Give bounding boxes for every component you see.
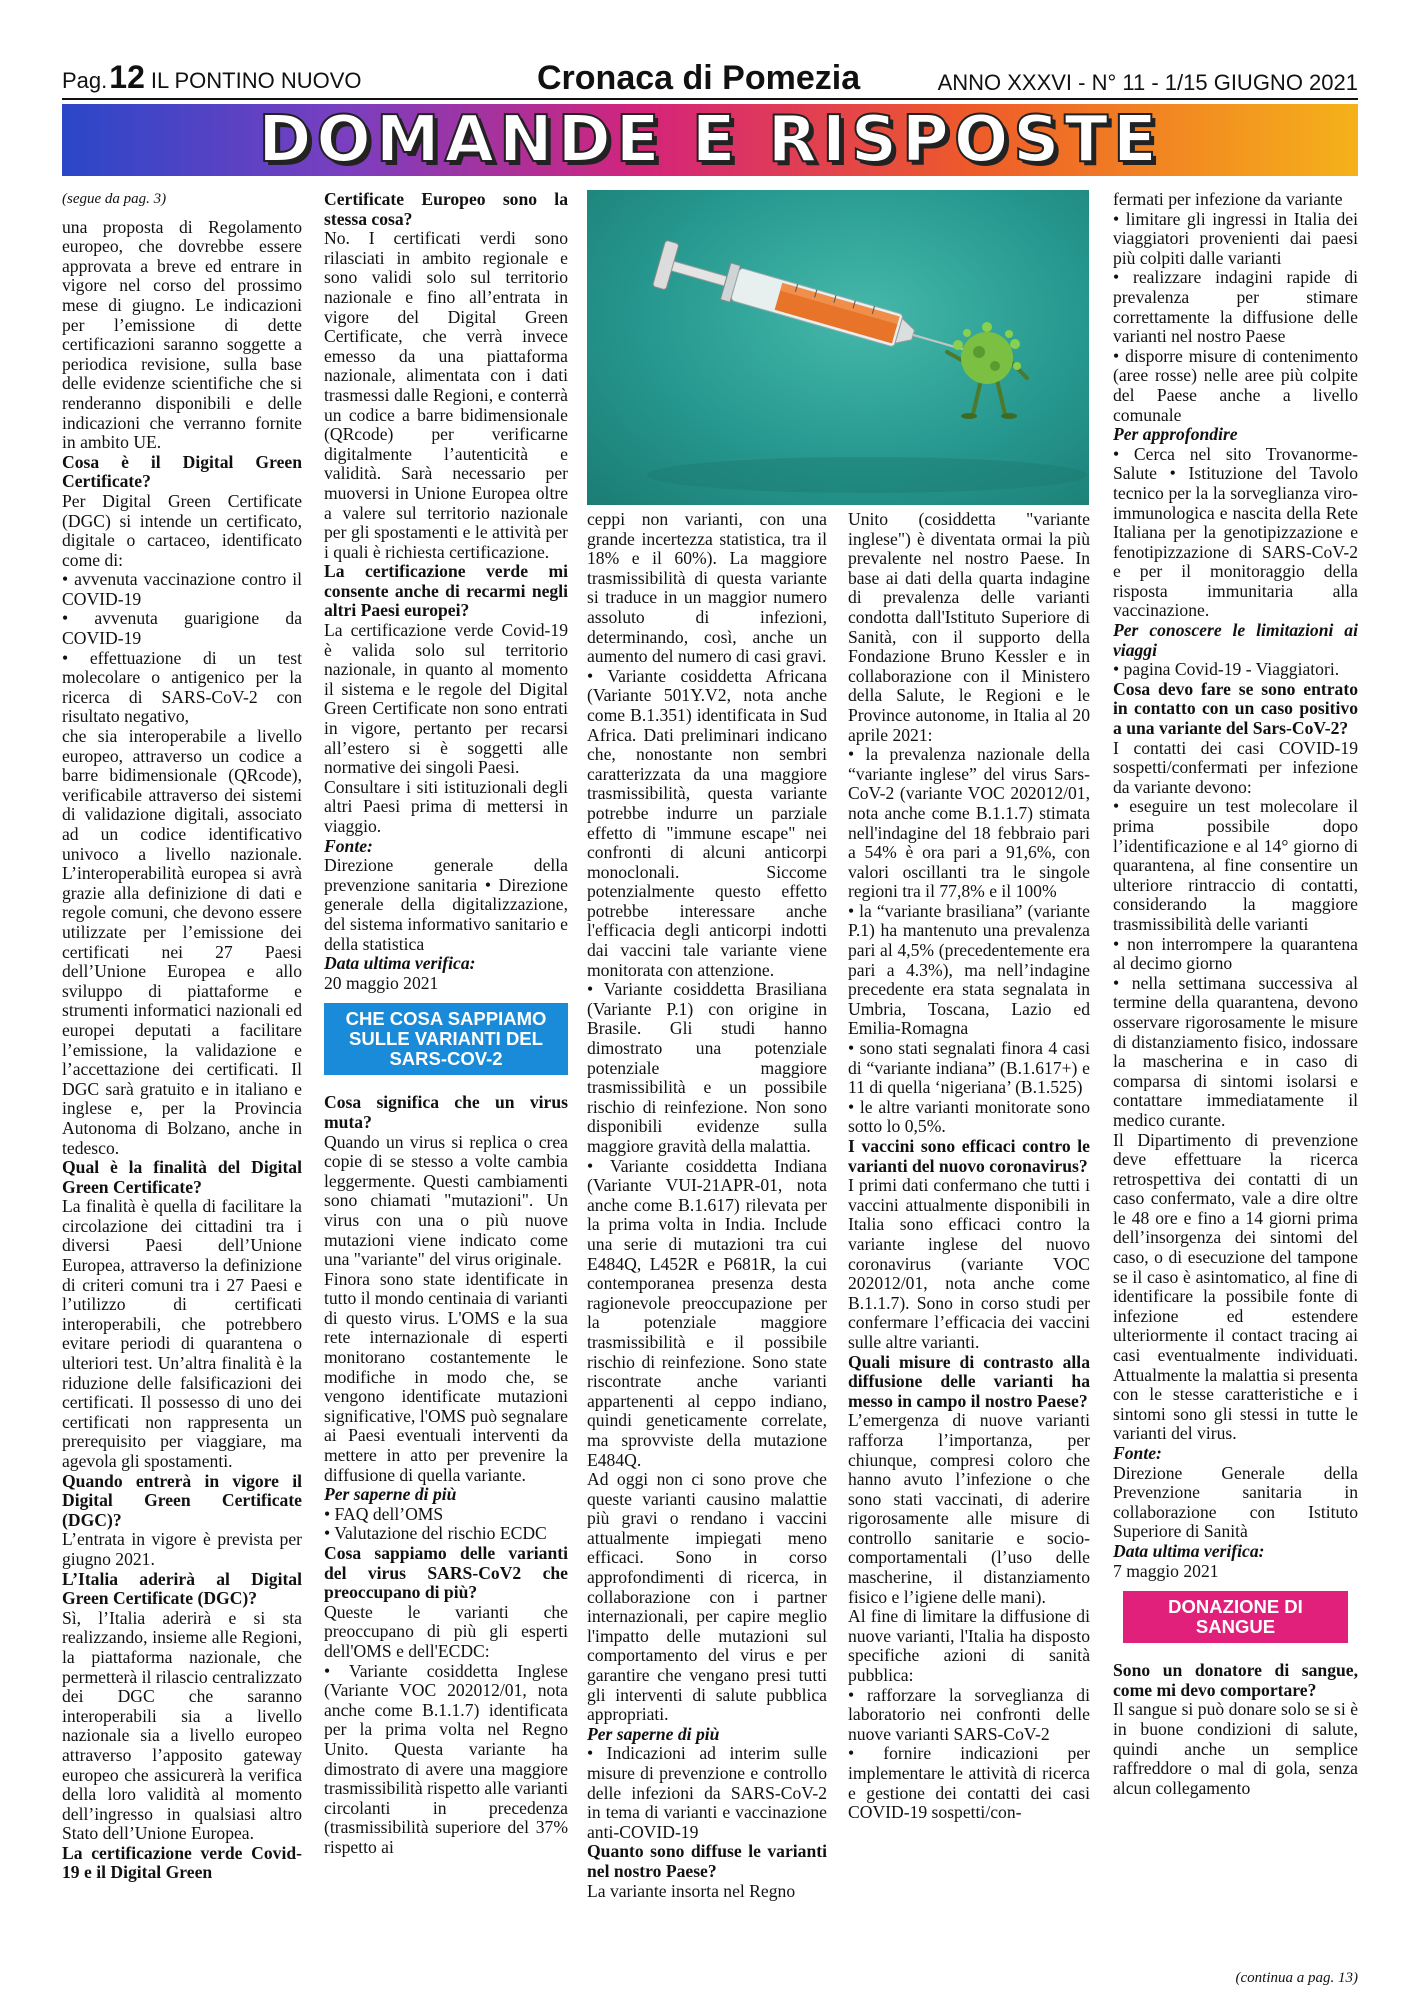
bullet: • effettuazione di un test molecolare o antigenico per la ricerca di SARS-CoV-2 con risultato negativo, bbox=[62, 647, 302, 727]
bullet: • rafforzare la sorveglianza di laboratorio nei confronti delle nuove varianti SARS-CoV-2 bbox=[848, 1684, 1090, 1744]
more-info-label: Per saperne di più bbox=[324, 1484, 457, 1505]
source-text: Direzione generale della prevenzione sanitaria • Direzione generale della digitalizzazione, del sistema informativo sanitario e della statistica bbox=[324, 855, 568, 954]
segue-note: (segue da pag. 3) bbox=[62, 191, 167, 207]
section-box-donazione: DONAZIONE DI SANGUE bbox=[1123, 1591, 1348, 1643]
bullet: • realizzare indagini rapide di prevalenza per stimare correttamente la diffusione delle varianti nel nostro Paese bbox=[1113, 267, 1358, 347]
bullet: • Indicazioni ad interim sulle misure di prevenzione e controllo delle infezioni da SARS-CoV-2 in tema di varianti e vaccinazione anti-COVID-19 bbox=[587, 1743, 827, 1842]
paragraph: fermati per infezione da variante bbox=[1113, 189, 1343, 209]
syringe-virus-illustration bbox=[587, 190, 1089, 505]
verification-date: 20 maggio 2021 bbox=[324, 972, 439, 993]
column-3 bbox=[587, 510, 827, 1901]
bullet: • Variante cosiddetta Indiana (Variante VUI-21APR-01, nota anche come B.1.617) rilevata per la prima volta in India. Include una serie di mutazioni tra cui E484Q, L452R e P681R, la cui contemporanea presenza desta ragionevole preoccupazione per la potenziale maggiore trasmissibilità e il possibile rischio di reinfezione. Sono state riscontrate anche varianti appartenenti al ceppo indiano, quindi geneticamente correlate, ma sprovviste della mutazione E484Q. bbox=[587, 1155, 827, 1470]
newspaper-name: IL PONTINO NUOVO bbox=[150, 68, 362, 93]
bullet: • eseguire un test molecolare il prima possibile dopo l’identificazione e al 14° giorno di quarantena, al fine consentire un ulteriore rintraccio di contatti, considerando la maggiore trasmissibilità delle varianti bbox=[1113, 796, 1358, 934]
paragraph: La certificazione verde Covid-19 è valida solo sul territorio nazionale, in quanto al momento il sistema e le regole del Digital Green Certificate non sono entrati in vigore, pertanto per recarsi all’estero si è soggetti alle normative dei singoli Paesi. bbox=[324, 620, 568, 778]
question: Certificate Europeo sono la stessa cosa? bbox=[324, 189, 568, 229]
source-text: Direzione Generale della Prevenzione sanitaria in collaborazione con Istituto Superiore di Sanità bbox=[1113, 1462, 1358, 1542]
question: Quando entrerà in vigore il Digital Green Certificate (DGC)? bbox=[62, 1470, 302, 1530]
verification-label: Data ultima verifica: bbox=[324, 953, 476, 974]
verification-date: 7 maggio 2021 bbox=[1113, 1560, 1219, 1581]
bullet: • Variante cosiddetta Inglese (Variante VOC 202012/01, nota anche come B.1.1.7) identificata per la prima volta nel Regno Unito. Questa variante ha dimostrato di avere una maggiore trasmissibilità rispetto alle varianti circolanti in precedenza (trasmissibilità superiore del 37% rispetto ai bbox=[324, 1660, 568, 1857]
question: Cosa sappiamo delle varianti del virus SARS-CoV2 che preoccupano di più? bbox=[324, 1543, 568, 1603]
paragraph: La variante insorta nel Regno bbox=[587, 1880, 796, 1901]
bullet: • la “variante brasiliana” (variante P.1) ha mantenuto una prevalenza pari al 4,5% (precedentemente era pari a 4.3%), ma nell’indagine precedente era stata segnalata in Umbria, Toscana, Lazio ed Emilia-Romagna bbox=[848, 900, 1090, 1039]
paragraph: I contatti dei casi COVID-19 sospetti/confermati per infezione da variante devono: bbox=[1113, 737, 1358, 797]
question: Sono un donatore di sangue, come mi devo comportare? bbox=[1113, 1660, 1358, 1700]
question: Qual è la finalità del Digital Green Certificate? bbox=[62, 1157, 302, 1197]
source-label: Fonte: bbox=[324, 835, 373, 856]
column-4 bbox=[848, 510, 1090, 1823]
bullet: • disporre misure di contenimento (aree rosse) nelle aree più colpite del Paese anche a livello comunale bbox=[1113, 345, 1358, 425]
question: La certificazione verde mi consente anche di recarmi negli altri Paesi europei? bbox=[324, 561, 568, 621]
paragraph: I primi dati confermano che tutti i vaccini attualmente disponibili in Italia sono efficaci contro la variante inglese del nuovo coronavirus (variante VOC 202012/01, nota anche come B.1.1.7). Sono in corso studi per confermare l’efficacia dei vaccini sulle altre varianti. bbox=[848, 1175, 1090, 1352]
question: L’Italia aderirà al Digital Green Certificate (DGC)? bbox=[62, 1568, 302, 1609]
bullet: • FAQ dell’OMS bbox=[324, 1503, 444, 1524]
page-number: 12 bbox=[109, 59, 145, 95]
paragraph: Consultare i siti istituzionali degli altri Paesi prima di mettersi in viaggio. bbox=[324, 776, 568, 836]
bullet: • limitare gli ingressi in Italia dei viaggiatori provenienti dai paesi più colpiti dalle varianti bbox=[1113, 208, 1358, 268]
paragraph: ceppi non varianti, con una grande incertezza statistica, tra il 18% e il 60%). La maggiore trasmissibilità di questa variante si traduce in un maggior numero assoluto di infezioni, determinando, così, anche un aumento del numero di casi gravi. bbox=[587, 509, 827, 667]
source-label: Fonte: bbox=[1113, 1443, 1162, 1463]
more-info-label: Per saperne di più bbox=[587, 1723, 720, 1744]
bullet: • sono stati segnalati finora 4 casi di “variante indiana” (B.1.617+) e 11 di quella ‘nigeriana’ (B.1.525) bbox=[848, 1038, 1090, 1098]
paragraph: Ad oggi non ci sono prove che queste varianti causino malattie più gravi o rendano i vaccini attualmente impiegati meno efficaci. Sono in corso approfondimenti di ricerca, in collaborazione con i partner internazionali, per capire meglio l'impatto delle mutazioni sul comportamento del virus e per garantire che vengano presi tutti gli interventi di salute pubblica appropriati. bbox=[587, 1469, 827, 1725]
bullet: • Variante cosiddetta Africana (Variante 501Y.V2, nota anche come B.1.351) identificata in Sud Africa. Dati preliminari indicano che, nonostante non sembri caratterizzata da una maggiore trasmissibilità, questa variante potrebbe indurre un parziale effetto di "immune escape" nei confronti di alcuni anticorpi monoclonali. Siccome potenzialmente questo effetto potrebbe interessare anche l'efficacia degli anticorpi indotti dai vaccini tale variante viene monitorata con attenzione. bbox=[587, 665, 827, 980]
bullet: • la prevalenza nazionale della “variante inglese” del virus Sars-CoV-2 (variante VOC 202012/01, nota anche come B.1.1.7) stimata nell'indagine del 18 febbraio pari a 54% è ora pari a 91,6%, con valori oscillanti tra le singole regioni tra il 77,8% e il 100% bbox=[848, 744, 1090, 902]
verification-label: Data ultima verifica: bbox=[1113, 1540, 1265, 1561]
paragraph: Sì, l’Italia aderirà e si sta realizzando, insieme alle Regioni, la piattaforma nazionale, che permetterà il rilascio centralizzato dei DGC che saranno interoperabili sia a livello nazionale sia a livello europeo attraverso l’apposito gateway europeo che assicurerà la verifica della loro validità al momento dell’ingresso in qualsiasi altro Stato dell’Unione Europea. bbox=[62, 1607, 302, 1844]
banner-title: DOMANDE E RISPOSTE bbox=[258, 103, 1162, 177]
question: Cosa devo fare se sono entrato in contatto con un caso positivo a una variante del Sars-CoV-2? bbox=[1113, 678, 1358, 739]
pag-label: Pag. bbox=[62, 68, 108, 93]
bullet: • nella settimana successiva al termine della quarantena, devono osservare rigorosamente le misure di distanziamento fisico, indossare la mascherina e in caso di comparsa di sintomi isolarsi e contattare immediatamente il medico curante. bbox=[1113, 972, 1358, 1130]
column-2 bbox=[324, 190, 568, 1858]
section-box-varianti: CHE COSA SAPPIAMO SULLE VARIANTI DEL SARS-COV-2 bbox=[324, 1003, 568, 1075]
paragraph: Il Dipartimento di prevenzione deve effettuare la ricerca retrospettiva dei contatti di un caso confermato, vale a dire oltre le 48 ore e fino a 14 giorni prima dell’insorgenza dei sintomi del caso, o di esecuzione del tampone se il caso è asintomatico, al fine di identificare la possibile fonte di infezione ed estendere ulteriormente il contact tracing ai casi eventualmente individuati. Attualmente la malattia si presenta con le stesse caratteristiche e i sintomi sono gli stessi in tutte le varianti del virus. bbox=[1113, 1129, 1358, 1444]
bullet: • fornire indicazioni per implementare le attività di ricerca e gestione dei contatti dei casi COVID-19 sospetti/con- bbox=[848, 1743, 1090, 1823]
bullet: • Variante cosiddetta Brasiliana (Variante P.1) con origine in Brasile. Gli studi hanno dimostrato una potenziale potenziale maggiore trasmissibilità e un possibile rischio di reinfezione. Non sono disponibili evidenze sulla maggiore gravità della malattia. bbox=[587, 979, 827, 1156]
paragraph: Finora sono state identificate in tutto il mondo centinaia di varianti di questo virus. L'OMS e la sua rete internazionale di esperti monitorano costantemente le modifiche in modo che, se vengono identificate mutazioni significative, l'OMS può segnalare ai Paesi eventuali interventi da mettere in atto per prevenire la diffusione di quella variante. bbox=[324, 1268, 568, 1485]
more-info-label: Per approfondire bbox=[1113, 424, 1238, 445]
question: Cosa è il Digital Green Certificate? bbox=[62, 451, 302, 492]
question: La certificazione verde Covid-19 e il Digital Green bbox=[62, 1842, 302, 1883]
paragraph: La finalità è quella di facilitare la circolazione dei cittadini tra i diversi Paesi dell’Unione Europea, attraverso la definizione di criteri comuni tra i 27 Paesi e l’utilizzo di certificati interoperabili, che potrebbero evitare periodi di quarantena o ulteriori test. Un’altra finalità è la riduzione delle falsificazioni dei certificati. Il possesso di uno dei certificati non rappresenta un prerequisito per viaggiare, ma agevola gli spostamenti. bbox=[62, 1196, 302, 1471]
paragraph: Il sangue si può donare solo se si è in buone condizioni di salute, quindi anche un semplice raffreddore o mal di gola, senza alcun collegamento bbox=[1113, 1699, 1358, 1798]
bullet: • Cerca nel sito Trovanorme-Salute • Istituzione del Tavolo tecnico per la la sorveglianza viro-immunologica e nascita della Rete Italiana per la genotipizzazione e fenotipizzazione di SARS-CoV-2 e per il monitoraggio della risposta immunitaria alla vaccinazione. bbox=[1113, 443, 1358, 621]
question: Cosa significa che un virus muta? bbox=[324, 1092, 568, 1132]
paragraph: che sia interoperabile a livello europeo, attraverso un codice a barre bidimensionale (QRcode), verificabile attraverso dei sistemi di validazione digitali, associato ad un codice identificativo univoco a livello nazionale. L’interoperabilità europea si avrà grazie alla definizione di dati e regole comuni, che devono essere utilizzate per l’emissione dei certificati nei 27 Paesi dell’Unione Europea e allo sviluppo di piattaforme e strumenti informatici nazionali ed europei deputati a facilitare l’emissione, la validazione e l’accettazione dei certificati. Il DGC sarà gratuito e in italiano e inglese e, per la Provincia Autonoma di Bolzano, anche in tedesco. bbox=[62, 726, 302, 1158]
issue-info: ANNO XXXVI - N° 11 - 1/15 GIUGNO 2021 bbox=[937, 70, 1358, 95]
page-header bbox=[62, 59, 1358, 100]
question: Quali misure di contrasto alla diffusione delle varianti ha messo in campo il nostro Paese? bbox=[848, 1351, 1090, 1411]
paragraph: No. I certificati verdi sono rilasciati in ambito regionale e sono validi solo sul territorio nazionale e fino all’entrata in vigore del Digital Green Certificate, che verrà invece emesso da una piattaforma nazionale, alimentata con i dati trasmessi dalle Regioni, e conterrà un codice a barre bidimensionale (QRcode) per verificarne digitalmente l’autenticità e validità. Sarà necessario per muoversi in Unione Europea oltre a valere sul territorio nazionale per gli spostamenti e le attività per i quali è richiesta certificazione. bbox=[324, 228, 568, 562]
page-label bbox=[62, 59, 362, 96]
travel-limits-label: Per conoscere le limitazioni ai viaggi bbox=[1113, 620, 1358, 660]
paragraph: Al fine di limitare la diffusione di nuove varianti, l'Italia ha disposto specifiche azioni di sanità pubblica: bbox=[848, 1606, 1090, 1686]
paragraph: Unito (cosiddetta "variante inglese") è diventata ormai la più prevalente nel nostro Paese. In base ai dati della quarta indagine di prevalenza delle varianti condotta dall'Istituto Superiore di Sanità, con il supporto della Fondazione Bruno Kessler e in collaborazione con il Ministero della Salute, le Regioni e le Province autonome, in Italia al 20 aprile 2021: bbox=[848, 509, 1090, 745]
vaccine-syringe-photo bbox=[587, 190, 1089, 505]
question: I vaccini sono efficaci contro le varianti del nuovo coronavirus? bbox=[848, 1136, 1090, 1176]
paragraph: Queste le varianti che preoccupano di più gli esperti dell'OMS e dell'ECDC: bbox=[324, 1601, 568, 1661]
bullet: • le altre varianti monitorate sono sotto lo 0,5%. bbox=[848, 1096, 1090, 1137]
paragraph: Quando un virus si replica o crea copie di se stesso a volte cambia leggermente. Questi cambiamenti sono chiamati "mutazioni". Un virus con una o più nuove mutazioni viene indicato come una "variante" del virus originale. bbox=[324, 1131, 568, 1270]
bullet: • Valutazione del rischio ECDC bbox=[324, 1523, 547, 1544]
bullet: • avvenuta vaccinazione contro il COVID-19 bbox=[62, 569, 302, 609]
paragraph: Per Digital Green Certificate (DGC) si intende un certificato, digitale o cartaceo, identificato come di: bbox=[62, 490, 302, 570]
question: Quanto sono diffuse le varianti nel nostro Paese? bbox=[587, 1841, 827, 1881]
bullet: • non interrompere la quarantena al decimo giorno bbox=[1113, 933, 1358, 974]
column-5 bbox=[1113, 190, 1358, 1798]
bullet: • avvenuta guarigione da COVID-19 bbox=[62, 608, 302, 649]
banner bbox=[62, 104, 1358, 176]
section-title: Cronaca di Pomezia bbox=[537, 59, 861, 97]
column-1 bbox=[62, 190, 302, 1883]
paragraph: L’entrata in vigore è prevista per giugno 2021. bbox=[62, 1529, 302, 1569]
paragraph: una proposta di Regolamento europeo, che dovrebbe essere approvata a breve ed entrare in vigore nel corso del prossimo mese di giugno. Le indicazioni per l’emissione di dette certificazioni saranno soggette a periodica revisione, sulla base delle evidenze scientifiche che si renderanno disponibili e delle indicazioni che verranno fornite in ambito UE. bbox=[62, 216, 302, 453]
paragraph: L’emergenza di nuove varianti rafforza l’importanza, per chiunque, compresi coloro che hanno avuto l’infezione o che sono stati vaccinati, di aderire rigorosamente alle misure di controllo sanitarie e socio-comportamentali (l’uso delle mascherine, il distanziamento fisico e l’igiene delle mani). bbox=[848, 1410, 1090, 1607]
continua-note: (continua a pag. 13) bbox=[1235, 1970, 1358, 1986]
bullet: • pagina Covid-19 - Viaggiatori. bbox=[1113, 659, 1340, 680]
